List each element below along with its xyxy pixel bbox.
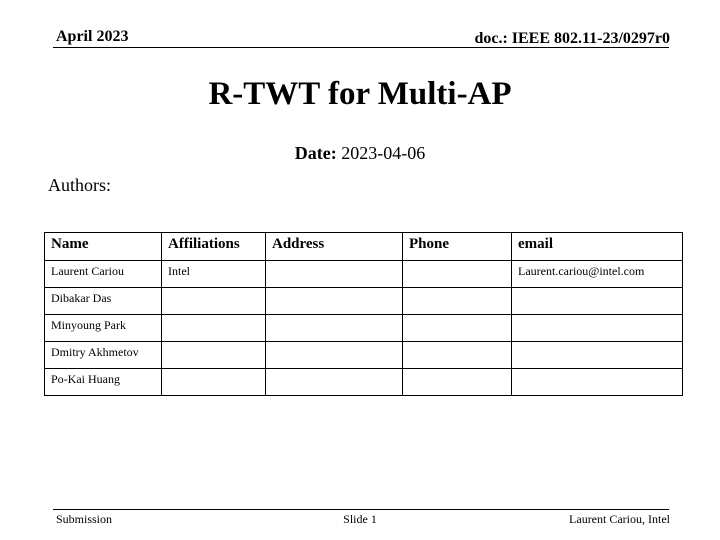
column-header-name: Name <box>45 233 162 261</box>
cell-name: Po-Kai Huang <box>45 369 162 396</box>
footer-author: Laurent Cariou, Intel <box>569 512 670 526</box>
cell-affiliation <box>162 288 266 315</box>
cell-address <box>266 369 403 396</box>
cell-phone <box>403 261 512 288</box>
footer-slide-number: Slide 1 <box>343 512 377 526</box>
cell-affiliation <box>162 342 266 369</box>
footer-divider <box>53 509 669 510</box>
date-label: Date: <box>294 143 337 163</box>
authors-table <box>44 232 683 396</box>
authors-label: Authors: <box>48 175 111 195</box>
cell-email <box>512 342 683 369</box>
cell-name: Minyoung Park <box>45 315 162 342</box>
table-row <box>45 342 683 369</box>
header-date: April 2023 <box>56 28 129 45</box>
cell-address <box>266 288 403 315</box>
cell-address <box>266 342 403 369</box>
date-value: 2023-04-06 <box>341 143 426 163</box>
cell-address <box>266 261 403 288</box>
header-divider <box>53 47 669 48</box>
header-doc-id: doc.: IEEE 802.11-23/0297r0 <box>474 30 670 47</box>
cell-phone <box>403 288 512 315</box>
cell-affiliation: Intel <box>162 261 266 288</box>
footer-submission: Submission <box>56 512 113 526</box>
cell-phone <box>403 369 512 396</box>
cell-name: Dibakar Das <box>45 288 162 315</box>
table-row <box>45 261 683 288</box>
cell-name: Laurent Cariou <box>45 261 162 288</box>
cell-address <box>266 315 403 342</box>
cell-email <box>512 315 683 342</box>
cell-email <box>512 288 683 315</box>
table-header-row <box>45 233 683 261</box>
cell-affiliation <box>162 315 266 342</box>
cell-name: Dmitry Akhmetov <box>45 342 162 369</box>
table-row <box>45 315 683 342</box>
cell-phone <box>403 342 512 369</box>
column-header-address: Address <box>266 233 403 261</box>
date-line <box>0 143 720 164</box>
column-header-email: email <box>512 233 683 261</box>
cell-phone <box>403 315 512 342</box>
cell-email: Laurent.cariou@intel.com <box>512 261 683 288</box>
column-header-phone: Phone <box>403 233 512 261</box>
cell-email <box>512 369 683 396</box>
column-header-affiliations: Affiliations <box>162 233 266 261</box>
table-row <box>45 288 683 315</box>
cell-affiliation <box>162 369 266 396</box>
table-row <box>45 369 683 396</box>
slide-title: R-TWT for Multi-AP <box>208 76 512 112</box>
